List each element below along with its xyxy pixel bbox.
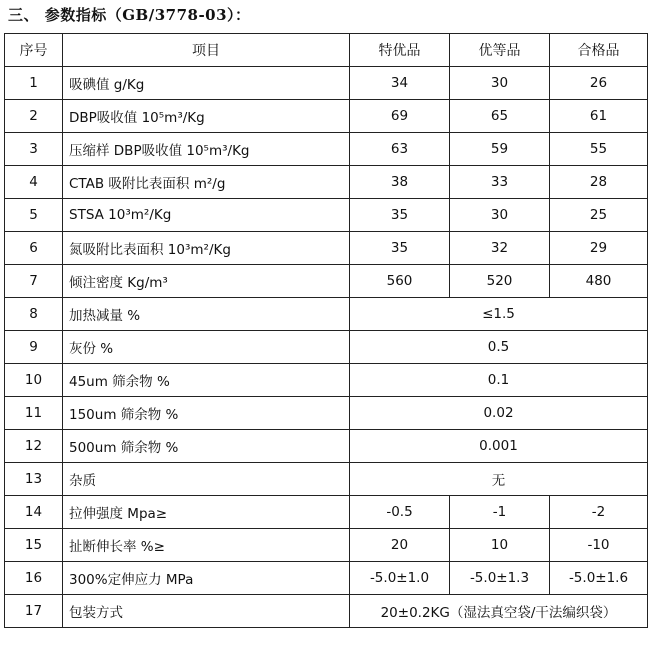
value-superior: -1 [450,496,550,529]
row-item: 灰份 % [63,331,350,364]
row-item: DBP吸收值 10⁵m³/Kg [63,100,350,133]
value-qualified: -5.0±1.6 [550,562,648,595]
value-superior: 30 [450,199,550,232]
row-number: 11 [5,397,63,430]
value-qualified: 26 [550,67,648,100]
value-merged: ≤1.5 [350,298,648,331]
table-row [5,298,648,331]
row-item: 加热减量 % [63,298,350,331]
row-item: CTAB 吸附比表面积 m²/g [63,166,350,199]
value-premium: 69 [350,100,450,133]
row-number: 12 [5,430,63,463]
row-item: STSA 10³m²/Kg [63,199,350,232]
row-number: 15 [5,529,63,562]
value-qualified: -10 [550,529,648,562]
table-row [5,265,648,298]
row-number: 8 [5,298,63,331]
row-number: 9 [5,331,63,364]
value-superior: 33 [450,166,550,199]
value-merged: 20±0.2KG（湿法真空袋/干法编织袋） [350,595,648,628]
value-premium: 560 [350,265,450,298]
row-item: 压缩样 DBP吸收值 10⁵m³/Kg [63,133,350,166]
row-item: 500um 筛余物 % [63,430,350,463]
row-item: 45um 筛余物 % [63,364,350,397]
table-row [5,463,648,496]
value-premium: 35 [350,232,450,265]
table-row [5,67,648,100]
row-number: 6 [5,232,63,265]
header-row [5,34,648,67]
table-row [5,364,648,397]
row-item: 包装方式 [63,595,350,628]
header-qualified: 合格品 [550,34,648,67]
value-superior: 32 [450,232,550,265]
table-row [5,529,648,562]
value-qualified: 28 [550,166,648,199]
value-qualified: 480 [550,265,648,298]
row-number: 1 [5,67,63,100]
row-item: 氮吸附比表面积 10³m²/Kg [63,232,350,265]
table-row [5,562,648,595]
spec-table [4,33,648,628]
row-number: 7 [5,265,63,298]
table-row [5,199,648,232]
value-premium: 34 [350,67,450,100]
value-superior: 30 [450,67,550,100]
value-merged: 无 [350,463,648,496]
value-premium: -0.5 [350,496,450,529]
row-number: 4 [5,166,63,199]
row-number: 13 [5,463,63,496]
row-item: 吸碘值 g/Kg [63,67,350,100]
row-number: 2 [5,100,63,133]
row-item: 扯断伸长率 %≥ [63,529,350,562]
row-item: 倾注密度 Kg/m³ [63,265,350,298]
value-qualified: -2 [550,496,648,529]
value-qualified: 25 [550,199,648,232]
row-number: 16 [5,562,63,595]
header-no: 序号 [5,34,63,67]
row-number: 3 [5,133,63,166]
table-row [5,166,648,199]
row-item: 杂质 [63,463,350,496]
row-number: 10 [5,364,63,397]
value-premium: 63 [350,133,450,166]
header-item: 项目 [63,34,350,67]
value-qualified: 55 [550,133,648,166]
table-row [5,331,648,364]
value-qualified: 61 [550,100,648,133]
value-superior: 10 [450,529,550,562]
table-row [5,595,648,628]
header-superior: 优等品 [450,34,550,67]
value-superior: -5.0±1.3 [450,562,550,595]
value-premium: -5.0±1.0 [350,562,450,595]
row-item: 150um 筛余物 % [63,397,350,430]
row-number: 14 [5,496,63,529]
table-row [5,430,648,463]
value-premium: 20 [350,529,450,562]
value-superior: 520 [450,265,550,298]
row-number: 5 [5,199,63,232]
value-premium: 35 [350,199,450,232]
value-merged: 0.1 [350,364,648,397]
table-row [5,232,648,265]
header-premium: 特优品 [350,34,450,67]
value-merged: 0.5 [350,331,648,364]
value-superior: 65 [450,100,550,133]
row-number: 17 [5,595,63,628]
section-heading: 三、 参数指标（GB/3778-03）： [8,6,251,24]
table-row [5,133,648,166]
table-row [5,496,648,529]
value-merged: 0.02 [350,397,648,430]
row-item: 拉伸强度 Mpa≥ [63,496,350,529]
table-row [5,397,648,430]
value-premium: 38 [350,166,450,199]
table-row [5,100,648,133]
table-body [5,67,648,628]
value-qualified: 29 [550,232,648,265]
value-merged: 0.001 [350,430,648,463]
row-item: 300%定伸应力 MPa [63,562,350,595]
value-superior: 59 [450,133,550,166]
